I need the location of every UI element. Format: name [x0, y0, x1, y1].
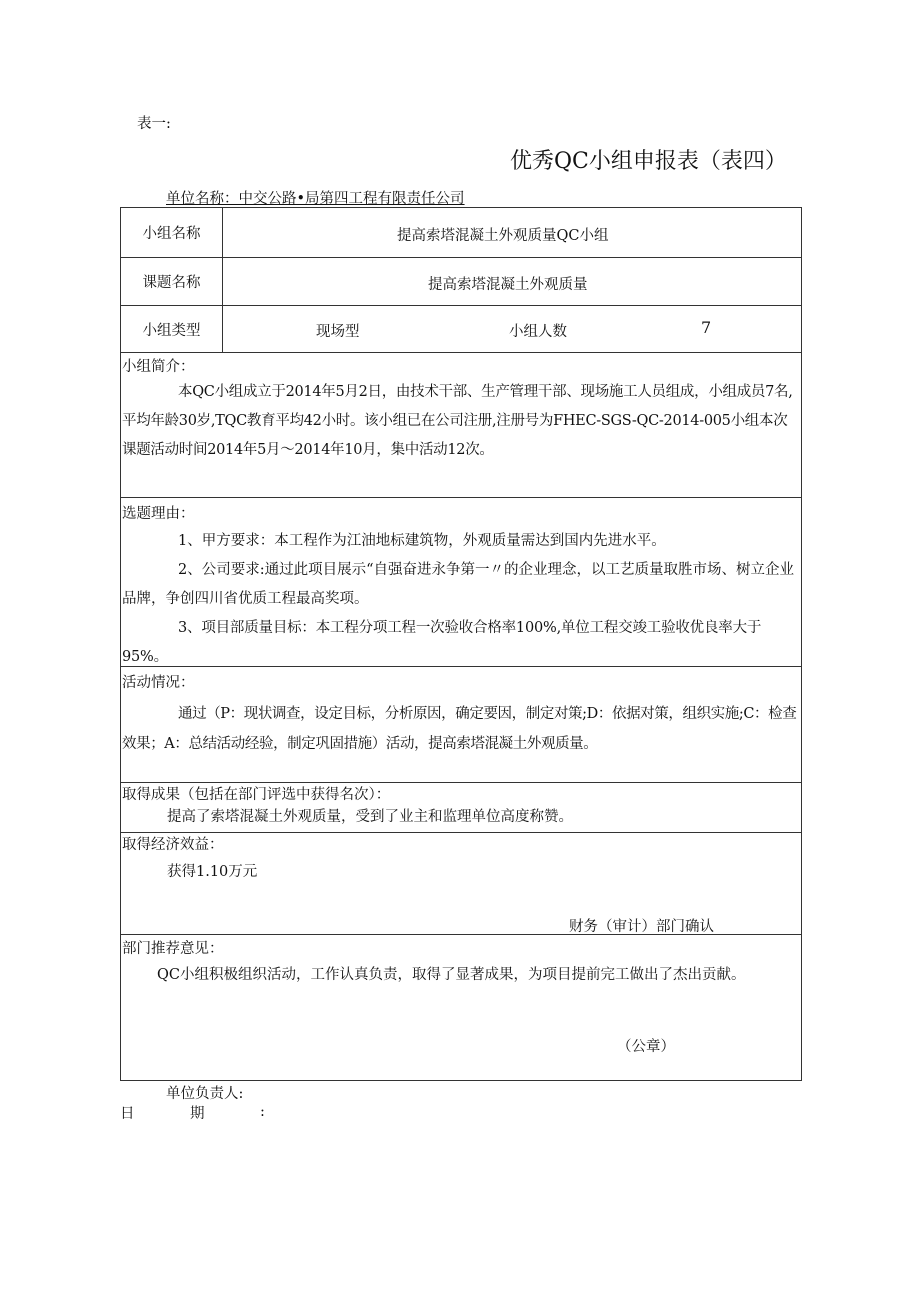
achievement-heading: 取得成果（包括在部门评选中获得名次）：	[122, 787, 391, 803]
reason-item-1: 1、甲方要求：本工程作为江油地标建筑物，外观质量需达到国内先进水平。	[178, 533, 666, 549]
date-label-char-1: 日	[120, 1106, 135, 1122]
section-intro	[121, 353, 801, 498]
economic-heading: 取得经济效益：	[122, 837, 224, 853]
date-label-char-2: 期	[190, 1106, 205, 1122]
type-label: 小组类型	[121, 306, 223, 352]
topic-value: 提高索塔混凝土外观质量	[428, 277, 588, 293]
unit-name: 单位名称：中交公路•局第四工程有限责任公司	[166, 191, 465, 207]
reason-item-3: 3、项目部质量目标：本工程分项工程一次验收合格率100%,单位工程交竣工验收优良率大于95%。	[122, 620, 762, 665]
group-name-value: 提高索塔混凝土外观质量QC小组	[397, 228, 609, 244]
page-title: 优秀QC小组申报表（表四）	[510, 149, 787, 174]
economic-body: 获得1.10万元	[167, 864, 258, 880]
reason-item-2: 2、公司要求:通过此项目展示“自强奋进永争第一〃的企业理念，以工艺质量取胜市场、树立企业品牌，争创四川省优质工程最高奖项。	[122, 562, 795, 607]
intro-heading: 小组简介：	[122, 359, 195, 375]
row-topic	[121, 258, 801, 306]
type-value: 现场型	[316, 324, 360, 340]
members-value: 7	[701, 318, 712, 337]
section-reason	[121, 498, 801, 667]
official-seal: （公章）	[617, 1039, 675, 1055]
row-type	[121, 306, 801, 353]
row-group-name	[121, 208, 801, 258]
table-number: 表一:	[137, 116, 171, 132]
activity-heading: 活动情况：	[122, 675, 195, 691]
group-name-label: 小组名称	[121, 208, 223, 257]
recommendation-heading: 部门推荐意见：	[122, 941, 224, 957]
section-economic	[121, 833, 801, 935]
section-achievement	[121, 783, 801, 833]
intro-body: 本QC小组成立于2014年5月2日，由技术干部、生产管理干部、现场施工人员组成，小组成员7名,平均年龄30岁,TQC教育平均42小时。该小组已在公司注册,注册号为FHEC-SGS-QC-2014-005小组本次课题活动时间2014年5月～2014年10月，集中活动12次。	[122, 384, 793, 458]
section-activity	[121, 667, 801, 783]
recommendation-body: QC小组积极组织活动，工作认真负责，取得了显著成果，为项目提前完工做出了杰出贡献。	[157, 967, 746, 983]
application-form-table	[120, 207, 802, 1081]
members-label: 小组人数	[509, 324, 567, 340]
reason-heading: 选题理由：	[122, 506, 195, 522]
finance-confirm: 财务（审计）部门确认	[569, 919, 714, 935]
topic-label: 课题名称	[121, 258, 223, 305]
date-colon: :	[260, 1104, 265, 1120]
achievement-body: 提高了索塔混凝土外观质量，受到了业主和监理单位高度称赞。	[167, 809, 573, 825]
activity-body: 通过（P：现状调查，设定目标，分析原因，确定要因，制定对策;D：依据对策，组织实施;C：检查效果；A：总结活动经验，制定巩固措施）活动，提高索塔混凝土外观质量。	[122, 706, 797, 752]
section-recommendation	[121, 935, 801, 1081]
responsible-person-label: 单位负责人:	[166, 1086, 244, 1102]
